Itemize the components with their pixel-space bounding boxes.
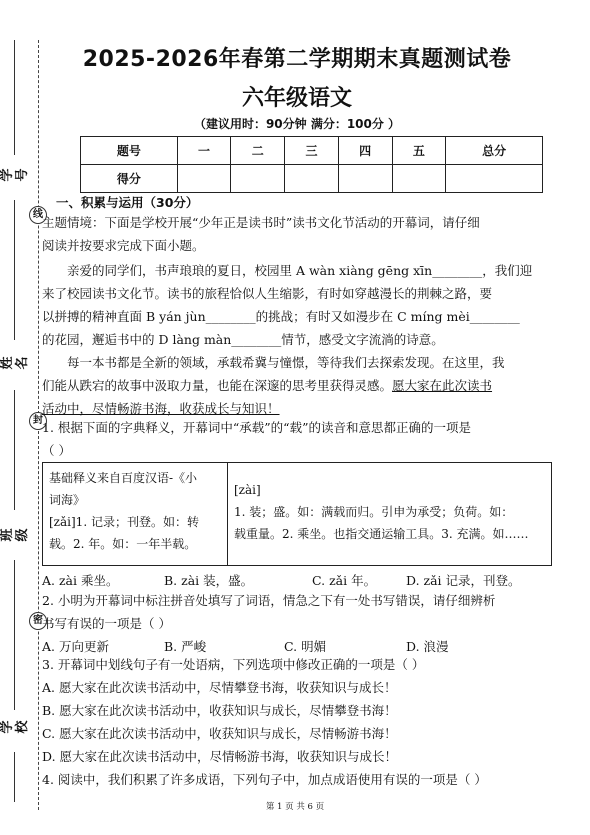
q2-line: 书写有误的一项是（ ） xyxy=(42,616,171,631)
question-2 xyxy=(42,589,552,635)
section-heading: 一、积累与运用（30分） xyxy=(56,195,199,210)
q3-option-c[interactable]: C. 愿大家在此次读书活动中，收获知识与成长，尽情畅游书海！ xyxy=(42,726,397,741)
class-label: 班级 xyxy=(4,520,26,550)
passage-line: 亲爱的同学们，书声琅琅的夏日，校园里 A wàn xiàng gēng xīn________，我们迎 xyxy=(67,263,533,278)
exam-subject: 六年级语文 xyxy=(241,86,352,111)
page-footer: 第 1 页 共 6 页 xyxy=(265,802,325,812)
school-label: 学校 xyxy=(4,712,26,742)
q3-option-b[interactable]: B. 愿大家在此次读书活动中，收获知识与成长，尽情攀登书海！ xyxy=(42,703,397,718)
score-table xyxy=(80,136,543,193)
q2-line: 2. 小明为开幕词中标注拼音处填写了词语，情急之下有一处书写错误，请仔细辨析 xyxy=(42,593,496,608)
q3-option-a[interactable]: A. 愿大家在此次读书活动中，尽情攀登书海，收获知识与成长！ xyxy=(42,680,397,695)
q2-option-b[interactable]: B. 严峻 xyxy=(164,639,207,654)
score-cell: 二 xyxy=(231,137,285,165)
student-id-label: 学号 xyxy=(4,160,26,190)
score-cell: 总分 xyxy=(446,137,543,165)
passage-line: 的花园，邂逅书中的 D làng màn________情节，感受文字流淌的诗意。 xyxy=(42,332,444,347)
score-input-cell[interactable] xyxy=(338,165,392,193)
q2-option-d[interactable]: D. 浪漫 xyxy=(406,639,449,654)
seal-secret-char: 密 xyxy=(29,612,47,630)
score-input-cell[interactable] xyxy=(285,165,339,193)
q2-option-c[interactable]: C. 明媚 xyxy=(284,639,327,654)
score-cell: 一 xyxy=(177,137,231,165)
passage xyxy=(42,259,552,420)
q1-option-b[interactable]: B. zài 装，盛。 xyxy=(164,573,254,588)
q3-option-d[interactable]: D. 愿大家在此次读书活动中，尽情畅游书海，收获知识与成长！ xyxy=(42,749,398,764)
passage-line: 来了校园读书文化节。读书的旅程恰似人生缩影，有时如穿越漫长的荆棘之路，要 xyxy=(42,286,493,301)
q1-blank: （ ） xyxy=(42,443,71,458)
dictionary-box xyxy=(42,462,552,566)
dictionary-left: 基础释义来自百度汉语-《小 词海》 [zǎi]1. 记录；刊登。如：转 载。2. 年。如：一年半载。 xyxy=(43,463,228,565)
score-input-cell[interactable] xyxy=(392,165,446,193)
q1-option-a[interactable]: A. zài 乘坐。 xyxy=(42,573,119,588)
passage-line: 以拼搏的精神直面 B yán jùn________的挑战；有时又如漫步在 C míng mèi________ xyxy=(42,309,520,324)
exam-info: （建议用时：90分钟 满分：100分 ） xyxy=(193,117,401,131)
score-cell: 四 xyxy=(338,137,392,165)
dictionary-right: [zài] 1. 装；盛。如：满载而归。引申为承受；负荷。如： 载重量。2. 乘坐。也指交通运输工具。3. 充满。如…… xyxy=(234,483,529,541)
score-cell: 五 xyxy=(392,137,446,165)
name-line-top xyxy=(14,200,15,340)
score-cell: 题号 xyxy=(81,137,178,165)
intro-paragraph xyxy=(42,211,552,257)
intro-line: 主题情境：下面是学校开展“少年正是读书时”读书文化节活动的开幕词，请仔细 xyxy=(42,215,480,230)
student-id-line xyxy=(14,40,15,155)
seal-seal-char: 封 xyxy=(29,412,47,430)
question-3 xyxy=(42,653,552,791)
class-line-top xyxy=(14,390,15,510)
q1-stem: 1. 根据下面的字典释义，开幕词中“承载”的“载”的读音和意思都正确的一项是 xyxy=(42,420,471,435)
seal-line-char: 线 xyxy=(29,206,47,224)
underlined-sentence: 愿大家在此次读书 xyxy=(392,378,493,393)
score-cell: 得分 xyxy=(81,165,178,193)
passage-line: 们能从跌宕的故事中汲取力量，也能在深邃的思考里获得灵感。愿大家在此次读书 xyxy=(42,378,493,393)
score-value-row xyxy=(81,165,543,193)
underlined-sentence: 活动中，尽情畅游书海，收获成长与知识！ xyxy=(42,401,280,416)
passage-line: 每一本书都是全新的领域，承载希冀与憧憬，等待我们去探索发现。在这里，我 xyxy=(67,355,505,370)
q1-option-d[interactable]: D. zǎi 记录，刊登。 xyxy=(406,573,521,588)
school-line-top xyxy=(14,560,15,710)
question-1 xyxy=(42,416,552,462)
q1-option-c[interactable]: C. zǎi 年。 xyxy=(312,573,377,588)
name-label: 姓名 xyxy=(4,348,26,378)
q3-stem: 3. 开幕词中划线句子有一处语病，下列选项中修改正确的一项是（ ） xyxy=(42,657,425,672)
exam-title: 2025-2026年春第二学期期末真题测试卷 xyxy=(82,47,512,72)
score-input-cell[interactable] xyxy=(446,165,543,193)
score-input-cell[interactable] xyxy=(231,165,285,193)
binding-margin xyxy=(0,0,43,835)
score-input-cell[interactable] xyxy=(177,165,231,193)
q4-stem: 4. 阅读中，我们积累了许多成语，下列句子中，加点成语使用有误的一项是（ ） xyxy=(42,772,487,787)
school-line-bottom xyxy=(14,752,15,802)
q2-option-a[interactable]: A. 万向更新 xyxy=(42,639,109,654)
score-header-row xyxy=(81,137,543,165)
intro-line: 阅读并按要求完成下面小题。 xyxy=(42,238,205,253)
score-cell: 三 xyxy=(285,137,339,165)
